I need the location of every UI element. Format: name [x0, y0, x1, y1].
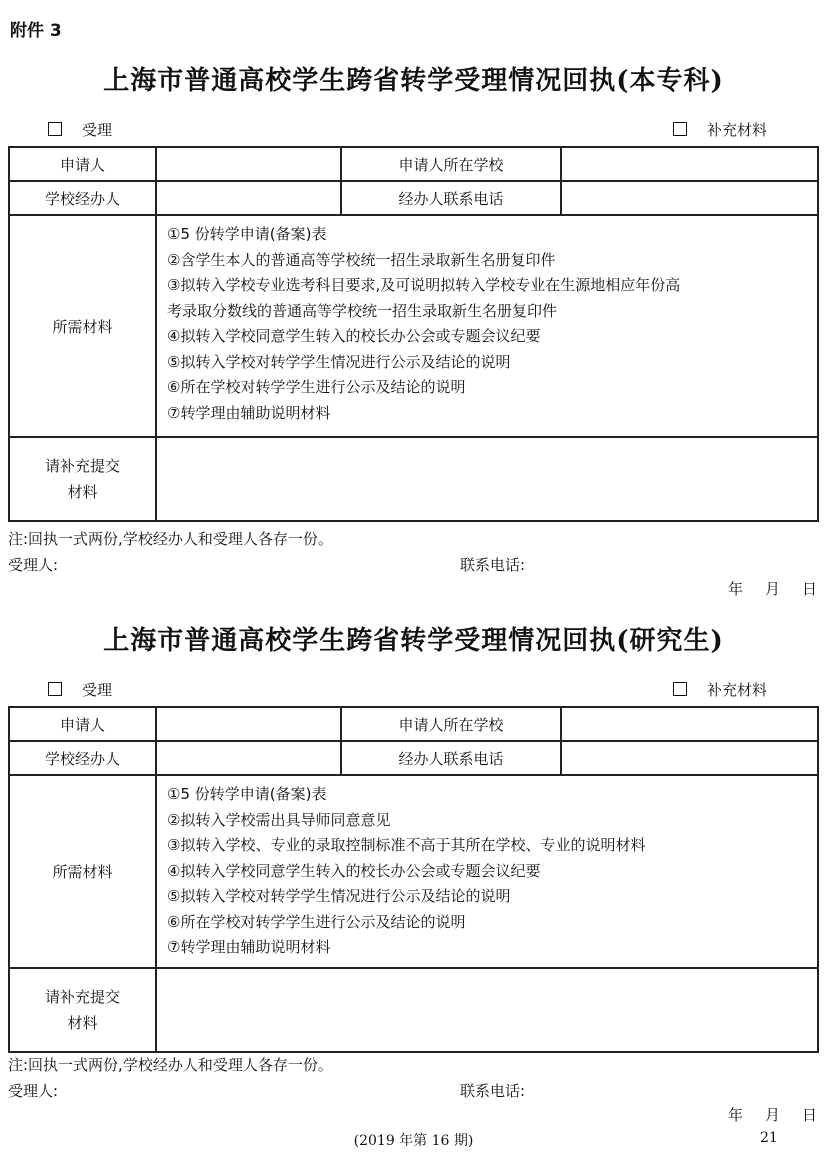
handler-label: 学校经办人	[9, 181, 156, 215]
materials-list	[156, 775, 818, 968]
material-item: ③拟转入学校、专业的录取控制标准不高于其所在学校、专业的说明材料	[167, 836, 646, 854]
form-title: 上海市普通高校学生跨省转学受理情况回执(研究生)	[103, 626, 724, 656]
supplement-materials-field[interactable]	[156, 437, 818, 521]
applicant-field[interactable]	[156, 707, 341, 741]
material-item: ①5 份转学申请(备案)表	[167, 785, 327, 803]
contact-phone-label: 联系电话:	[460, 556, 526, 574]
accept-label: 受理	[82, 121, 113, 139]
checkbox-icon[interactable]	[673, 122, 687, 136]
material-item: ⑥所在学校对转学学生进行公示及结论的说明	[167, 912, 466, 931]
materials-list	[156, 215, 818, 437]
supplement-materials-label: 请补充提交 材料	[9, 437, 156, 521]
handler-phone-field[interactable]	[561, 741, 818, 775]
date-line: 年 月 日	[727, 1106, 817, 1124]
receipt-table	[8, 706, 819, 1053]
material-item: ②含学生本人的普通高等学校统一招生录取新生名册复印件	[167, 250, 556, 269]
supplement-label: 补充材料	[707, 681, 768, 699]
supplement-checkbox[interactable]	[673, 679, 767, 700]
handler-phone-label: 经办人联系电话	[341, 741, 561, 775]
supplement-checkbox[interactable]	[673, 119, 767, 140]
material-item: ①5 份转学申请(备案)表	[167, 225, 327, 243]
checkbox-icon[interactable]	[48, 122, 62, 136]
material-item: ⑦转学理由辅助说明材料	[167, 403, 331, 422]
receiver-label: 受理人:	[8, 556, 59, 574]
material-item: ④拟转入学校同意学生转入的校长办公会或专题会议纪要	[167, 327, 541, 345]
handler-phone-label: 经办人联系电话	[341, 181, 561, 215]
material-item: ⑤拟转入学校对转学学生情况进行公示及结论的说明	[167, 352, 511, 371]
accept-checkbox[interactable]	[48, 679, 112, 700]
material-item: ②拟转入学校需出具导师同意意见	[167, 810, 391, 829]
accept-label: 受理	[82, 681, 113, 699]
handler-phone-field[interactable]	[561, 181, 818, 215]
accept-checkbox[interactable]	[48, 119, 112, 140]
applicant-field[interactable]	[156, 147, 341, 181]
receipt-table	[8, 146, 819, 522]
applicant-school-label: 申请人所在学校	[341, 147, 561, 181]
material-item: ⑥所在学校对转学学生进行公示及结论的说明	[167, 378, 466, 396]
supplement-label: 补充材料	[707, 121, 768, 139]
materials-label: 所需材料	[9, 775, 156, 968]
material-item: 考录取分数线的普通高等学校统一招生录取新生名册复印件	[167, 301, 558, 320]
applicant-school-field[interactable]	[561, 147, 818, 181]
issue-label: (2019 年第 16 期)	[353, 1133, 474, 1149]
note: 注:回执一式两份,学校经办人和受理人各存一份。	[8, 1056, 333, 1074]
note: 注:回执一式两份,学校经办人和受理人各存一份。	[8, 530, 333, 548]
checkbox-icon[interactable]	[673, 682, 687, 696]
handler-field[interactable]	[156, 741, 341, 775]
applicant-school-label: 申请人所在学校	[341, 707, 561, 741]
attachment-label: 附件 3	[10, 21, 62, 41]
page-number: 21	[760, 1130, 778, 1146]
handler-label: 学校经办人	[9, 741, 156, 775]
applicant-label: 申请人	[9, 147, 156, 181]
material-item: ③拟转入学校专业选考科目要求,及可说明拟转入学校专业在生源地相应年份高	[167, 276, 681, 294]
handler-field[interactable]	[156, 181, 341, 215]
date-line: 年 月 日	[727, 580, 817, 598]
applicant-school-field[interactable]	[561, 707, 818, 741]
material-item: ⑤拟转入学校对转学学生情况进行公示及结论的说明	[167, 887, 511, 905]
material-item: ⑦转学理由辅助说明材料	[167, 938, 331, 956]
material-item: ④拟转入学校同意学生转入的校长办公会或专题会议纪要	[167, 861, 541, 880]
applicant-label: 申请人	[9, 707, 156, 741]
materials-label: 所需材料	[9, 215, 156, 437]
supplement-materials-label: 请补充提交 材料	[9, 968, 156, 1052]
receiver-label: 受理人:	[8, 1082, 59, 1100]
supplement-materials-field[interactable]	[156, 968, 818, 1052]
checkbox-icon[interactable]	[48, 682, 62, 696]
form-title: 上海市普通高校学生跨省转学受理情况回执(本专科)	[103, 66, 724, 96]
contact-phone-label: 联系电话:	[460, 1082, 526, 1100]
